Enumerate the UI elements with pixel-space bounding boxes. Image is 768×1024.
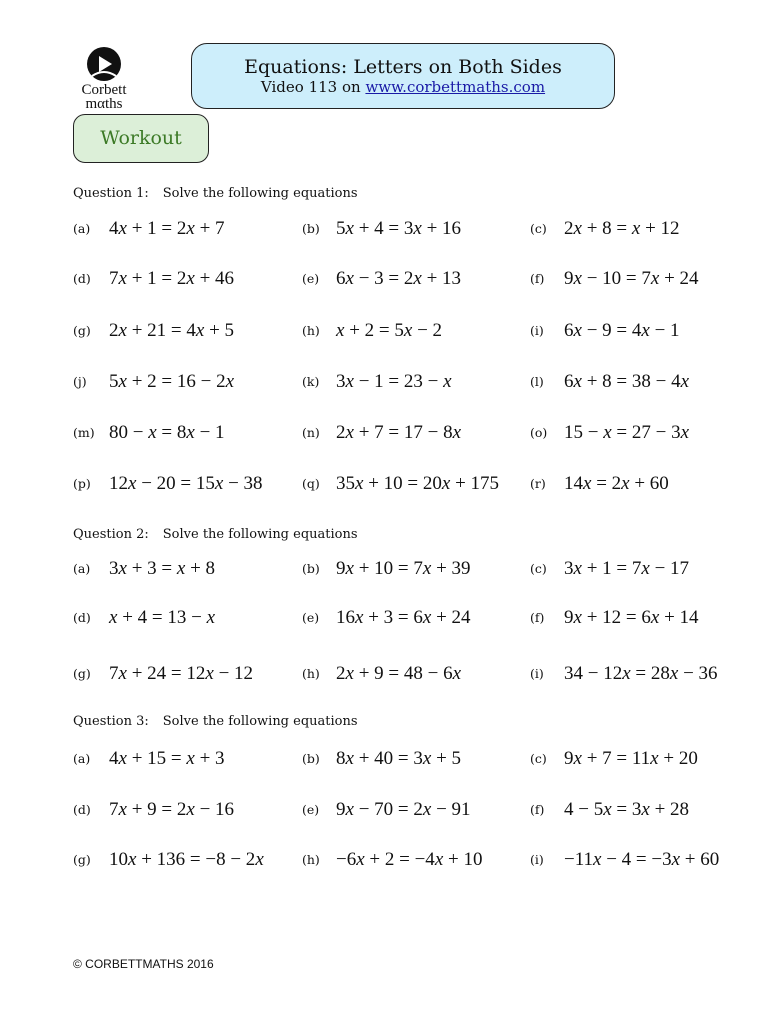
equation-text: 14x = 2x + 60 — [564, 473, 669, 494]
item-label: (f) — [530, 610, 545, 625]
equation-item — [530, 748, 698, 770]
equation-item — [530, 607, 699, 629]
item-label: (e) — [302, 802, 320, 817]
item-label: (f) — [530, 802, 545, 817]
question-instruction: Solve the following equations — [162, 527, 358, 542]
item-label: (h) — [302, 323, 320, 338]
equation-text: 3x + 3 = x + 8 — [109, 558, 216, 579]
equation-text: 12x − 20 = 15x − 38 — [109, 473, 263, 494]
equation-text: 6x − 9 = 4x − 1 — [564, 320, 680, 341]
item-label: (l) — [530, 374, 544, 389]
copyright-text: © CORBETTMATHS 2016 — [73, 957, 214, 971]
equation-text: 5x + 4 = 3x + 16 — [336, 218, 462, 239]
equation-item — [302, 473, 500, 495]
equation-item — [530, 371, 690, 393]
item-label: (d) — [73, 802, 91, 817]
equation-text: 4x + 1 = 2x + 7 — [109, 218, 225, 239]
item-label: (i) — [530, 666, 544, 681]
equation-item — [302, 849, 483, 871]
equation-text: 7x + 1 = 2x + 46 — [109, 268, 235, 289]
equation-text: 10x + 136 = −8 − 2x — [109, 849, 264, 870]
item-label: (m) — [73, 425, 95, 440]
equation-text: −6x + 2 = −4x + 10 — [336, 849, 483, 870]
equation-text: 8x + 40 = 3x + 5 — [336, 748, 462, 769]
item-label: (i) — [530, 852, 544, 867]
item-label: (o) — [530, 425, 548, 440]
equation-item — [302, 320, 443, 342]
corbettmaths-logo — [72, 46, 136, 112]
workout-label: Workout — [73, 114, 209, 163]
equation-item — [530, 268, 699, 290]
equation-item — [530, 218, 680, 240]
equation-item — [73, 799, 235, 821]
equation-text: 9x − 70 = 2x − 91 — [336, 799, 471, 820]
equation-item — [73, 422, 225, 444]
equation-item — [73, 849, 264, 871]
equation-text: x + 2 = 5x − 2 — [336, 320, 443, 341]
equation-text: 4 − 5x = 3x + 28 — [564, 799, 690, 820]
equation-text: 15 − x = 27 − 3x — [564, 422, 690, 443]
equation-text: 9x − 10 = 7x + 24 — [564, 268, 699, 289]
item-label: (i) — [530, 323, 544, 338]
equation-text: 80 − x = 8x − 1 — [109, 422, 225, 443]
question-number: Question 2: — [73, 527, 149, 542]
item-label: (b) — [302, 751, 320, 766]
website-link[interactable]: www.corbettmaths.com — [365, 78, 546, 96]
equation-text: 2x + 9 = 48 − 6x — [336, 663, 462, 684]
item-label: (a) — [73, 221, 91, 236]
equation-item — [302, 371, 452, 393]
equation-item — [530, 663, 718, 685]
equation-item — [302, 218, 462, 240]
equation-item — [73, 748, 225, 770]
equation-item — [73, 607, 216, 629]
equation-text: 2x + 21 = 4x + 5 — [109, 320, 235, 341]
equation-text: 7x + 24 = 12x − 12 — [109, 663, 254, 684]
item-label: (g) — [73, 323, 91, 338]
item-label: (b) — [302, 221, 320, 236]
question-number: Question 1: — [73, 186, 149, 201]
equation-text: 4x + 15 = x + 3 — [109, 748, 225, 769]
equation-item — [530, 422, 690, 444]
item-label: (e) — [302, 271, 320, 286]
question-heading — [73, 527, 358, 542]
item-label: (c) — [530, 751, 547, 766]
equation-text: 3x + 1 = 7x − 17 — [564, 558, 690, 579]
page-title: Equations: Letters on Both Sides — [244, 56, 562, 78]
equation-text: 6x − 3 = 2x + 13 — [336, 268, 462, 289]
question-heading — [73, 186, 358, 201]
equation-text: 6x + 8 = 38 − 4x — [564, 371, 690, 392]
equation-item — [73, 320, 235, 342]
item-label: (n) — [302, 425, 320, 440]
title-box — [191, 43, 615, 109]
equation-text: 2x + 7 = 17 − 8x — [336, 422, 462, 443]
equation-item — [530, 849, 720, 871]
equation-item — [302, 799, 471, 821]
equation-item — [302, 558, 471, 580]
equation-item — [73, 371, 235, 393]
equation-item — [530, 799, 690, 821]
item-label: (j) — [73, 374, 87, 389]
equation-text: 9x + 12 = 6x + 14 — [564, 607, 699, 628]
item-label: (c) — [530, 221, 547, 236]
equation-text: x + 4 = 13 − x — [109, 607, 216, 628]
item-label: (a) — [73, 561, 91, 576]
question-instruction: Solve the following equations — [162, 714, 358, 729]
equation-item — [73, 663, 254, 685]
question-instruction: Solve the following equations — [162, 186, 358, 201]
equation-item — [73, 473, 263, 495]
equation-item — [73, 558, 216, 580]
equation-text: 16x + 3 = 6x + 24 — [336, 607, 471, 628]
item-label: (r) — [530, 476, 546, 491]
equation-item — [530, 320, 680, 342]
equation-text: 35x + 10 = 20x + 175 — [336, 473, 500, 494]
equation-item — [530, 558, 690, 580]
equation-text: 7x + 9 = 2x − 16 — [109, 799, 235, 820]
item-label: (k) — [302, 374, 320, 389]
equation-text: 3x − 1 = 23 − x — [336, 371, 452, 392]
equation-text: −11x − 4 = −3x + 60 — [564, 849, 720, 870]
equation-item — [302, 663, 462, 685]
equation-item — [73, 218, 225, 240]
equation-text: 5x + 2 = 16 − 2x — [109, 371, 235, 392]
item-label: (g) — [73, 666, 91, 681]
equation-item — [302, 268, 462, 290]
equation-text: 9x + 7 = 11x + 20 — [564, 748, 698, 769]
equation-item — [530, 473, 669, 495]
item-label: (f) — [530, 271, 545, 286]
equation-text: 2x + 8 = x + 12 — [564, 218, 680, 239]
item-label: (c) — [530, 561, 547, 576]
item-label: (g) — [73, 852, 91, 867]
item-label: (d) — [73, 610, 91, 625]
logo-text-maths: mαths — [85, 96, 123, 112]
logo-icon — [82, 46, 126, 82]
item-label: (d) — [73, 271, 91, 286]
item-label: (h) — [302, 852, 320, 867]
page-subtitle — [192, 78, 614, 97]
equation-item — [302, 748, 462, 770]
item-label: (h) — [302, 666, 320, 681]
question-heading — [73, 714, 358, 729]
item-label: (q) — [302, 476, 320, 491]
question-number: Question 3: — [73, 714, 149, 729]
equation-item — [302, 607, 471, 629]
item-label: (p) — [73, 476, 91, 491]
logo-text-corbett: Corbett — [81, 82, 127, 98]
equation-item — [302, 422, 462, 444]
equation-text: 34 − 12x = 28x − 36 — [564, 663, 718, 684]
equation-text: 9x + 10 = 7x + 39 — [336, 558, 471, 579]
item-label: (b) — [302, 561, 320, 576]
item-label: (a) — [73, 751, 91, 766]
equation-item — [73, 268, 235, 290]
item-label: (e) — [302, 610, 320, 625]
subtitle-prefix: Video 113 on — [260, 78, 366, 96]
